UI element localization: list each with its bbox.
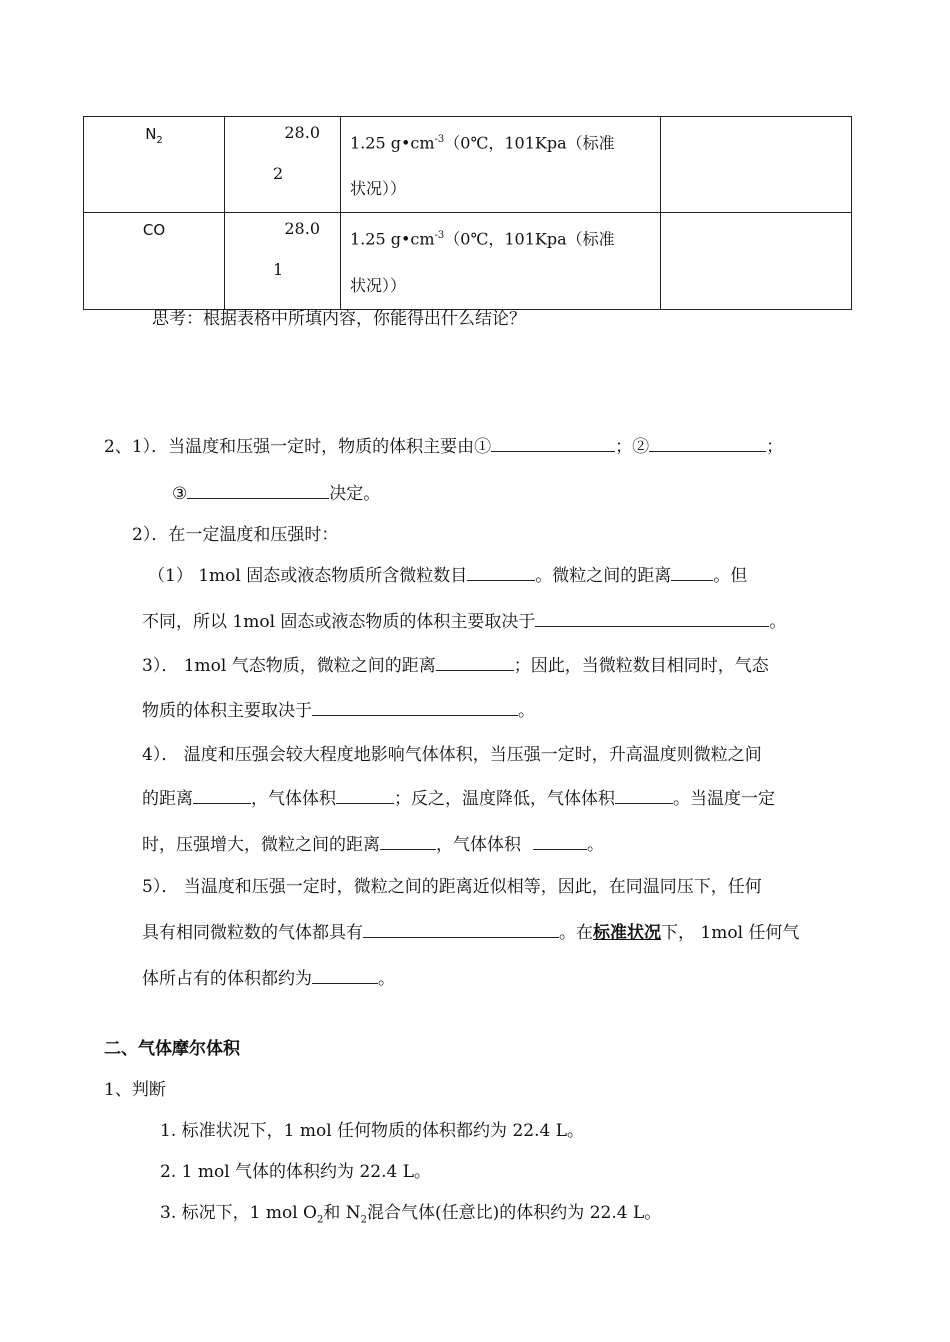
q2-line-12: 具有相同微粒数的气体都具有 。在标准状况下， 1mol 任何气 <box>142 918 799 943</box>
q2-line-13: 体所占有的体积都约为 。 <box>142 964 395 989</box>
blank-particle-count[interactable] <box>467 562 535 581</box>
q2-line-5: 不同，所以 1mol 固态或液态物质的体积主要取决于 。 <box>142 607 786 632</box>
cell-volume-blank[interactable] <box>661 213 852 309</box>
blank-same-volume[interactable] <box>363 919 559 938</box>
q2-line-10: 时，压强增大，微粒之间的距离 ，气体体积 。 <box>142 830 604 855</box>
think-prompt: 思考：根据表格中所填内容，你能得出什么结论？ <box>152 309 526 329</box>
blank-factor-2[interactable] <box>649 433 766 452</box>
q2-line-3: 2）．在一定温度和压强时： <box>132 525 339 545</box>
q2-line-7: 物质的体积主要取决于 。 <box>142 696 535 721</box>
q2-line-4: （1） 1mol 固态或液态物质所含微粒数目 。微粒之间的距离 。但 <box>148 561 747 586</box>
q2-line-1: 2、1）．当温度和压强一定时，物质的体积主要由① ；② ； <box>104 432 783 457</box>
blank-solid-volume-factor[interactable] <box>535 608 769 627</box>
blank-volume-pressure[interactable] <box>533 831 587 850</box>
table-row <box>84 117 852 213</box>
section-heading: 二、气体摩尔体积 <box>104 1039 240 1059</box>
q2-line-2: ③ 决定。 <box>172 479 380 504</box>
judge-item: 2. 1 mol 气体的体积约为 22.4 L。 <box>160 1162 432 1182</box>
cell-density: 1.25 $g•cm^{-3}(0℃$，101Kpa（标准 状况）） <box>341 213 661 309</box>
judge-item: 1. 标准状况下，1 mol 任何物质的体积都约为 22.4 L。 <box>160 1121 585 1141</box>
cell-substance: $N_2$ <box>84 117 225 213</box>
cell-substance: CO <box>84 213 225 309</box>
cell-molar-mass: 28.0 1 <box>225 213 341 309</box>
blank-gas-volume-factor[interactable] <box>312 697 518 716</box>
judge-heading: 1、判断 <box>104 1080 166 1100</box>
gas-table <box>83 116 852 310</box>
blank-distance-pressure[interactable] <box>380 831 436 850</box>
judge-item: 3. 标况下，1 mol $O_2$和 $N_2$混合气体(任意比)的体积约为 22.4 L。 <box>160 1203 662 1226</box>
blank-distance-heat[interactable] <box>193 785 251 804</box>
blank-factor-3[interactable] <box>187 480 329 499</box>
cell-volume-blank[interactable] <box>661 117 852 213</box>
q2-line-8: 4）． 温度和压强会较大程度地影响气体体积，当压强一定时，升高温度则微粒之间 <box>142 745 762 765</box>
blank-volume-cool[interactable] <box>615 785 673 804</box>
blank-volume-heat[interactable] <box>336 785 394 804</box>
table-row <box>84 213 852 309</box>
q2-line-6: 3）． 1mol 气态物质，微粒之间的距离 ；因此，当微粒数目相同时，气态 <box>142 651 769 676</box>
blank-factor-1[interactable] <box>491 433 615 452</box>
cell-molar-mass: 28.0 2 <box>225 117 341 213</box>
cell-density: 1.25 $g•cm^{-3}(0℃$，101Kpa（标准 状况）） <box>341 117 661 213</box>
blank-distance-solid[interactable] <box>671 562 713 581</box>
blank-distance-gas[interactable] <box>436 652 514 671</box>
blank-molar-volume[interactable] <box>312 965 378 984</box>
q2-line-11: 5）． 当温度和压强一定时，微粒之间的距离近似相等，因此，在同温同压下，任何 <box>142 877 762 897</box>
q2-line-9: 的距离 ，气体体积 ；反之，温度降低，气体体积 。当温度一定 <box>142 784 775 809</box>
